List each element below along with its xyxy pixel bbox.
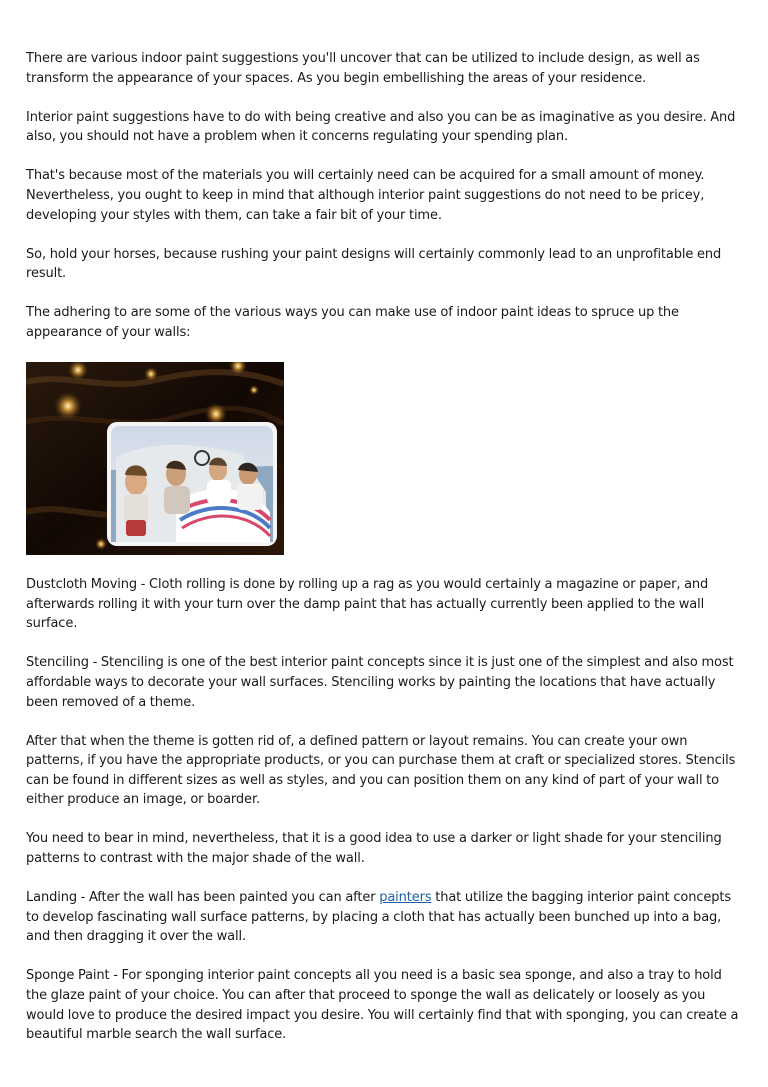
paragraph-stenciling: Stenciling - Stenciling is one of the best interior paint concepts since it is just one of the simplest and also most affordable ways to decorate your wall surfaces. Stenciling works by painting the locations that have actually been removed of a theme. <box>26 655 734 710</box>
paragraph-landing <box>26 888 746 947</box>
paragraph-ways: The adhering to are some of the various ways you can make use of indoor paint ideas to spruce up the appearance of your walls: <box>26 305 679 340</box>
paragraph-patience: So, hold your horses, because rushing your paint designs will certainly commonly lead to an unprofitable end result. <box>26 246 722 282</box>
boat-photo <box>26 362 284 555</box>
paragraph-theme: After that when the theme is gotten rid of, a defined pattern or layout remains. You can create your own patterns, if you have the appropriate products, or you can purchase them at craft or specialized stores. Stencils can be found in different sizes as well as styles, and you can position them on any kind of part of your wall to either produce an image, or boarder. <box>26 733 736 808</box>
paragraph-creative: Interior paint suggestions have to do with being creative and also you can be as imaginative as you desire. And also, you should not have a problem when it concerns regulating your spending plan. <box>26 109 736 145</box>
painters-link[interactable]: painters <box>379 890 432 906</box>
landing-text-end: that utilize the bagging interior paint concepts to develop fascinating wall surface patterns, by placing a cloth that has actually been bunched up into a bag, and then dragging it over the wall. <box>26 890 731 945</box>
paragraph-dustcloth: Dustcloth Moving - Cloth rolling is done by rolling up a rag as you would certainly a magazine or paper, and afterwards rolling it with your turn over the damp paint that has actually currently been applied to the wall surface. <box>26 577 709 632</box>
paragraph-intro: There are various indoor paint suggestions you'll uncover that can be utilized to include design, as well as transform the appearance of your spaces. As you begin embellishing the areas of your residence. <box>26 51 700 86</box>
landing-text-start: Landing - After the wall has been painted you can after <box>26 890 380 906</box>
document-page <box>26 49 746 1064</box>
paragraph-materials: That's because most of the materials you will certainly need can be acquired for a small amount of money. Nevertheless, you ought to keep in mind that although interior paint suggestions do not need to be pricey, developing your styles with them, can take a fair bit of your time. <box>26 168 705 223</box>
paragraph-sponge: Sponge Paint - For sponging interior paint concepts all you need is a basic sea sponge, and also a tray to hold the glaze paint of your choice. You can after that proceed to sponge the wall as delicately or loosely as you would love to produce the desired impact you desire. You will certainly find that with sponging, you can create a beautiful marble search the wall surface. <box>26 968 739 1043</box>
paragraph-contrast: You need to bear in mind, nevertheless, that it is a good idea to use a darker or light shade for your stenciling patterns to contrast with the major shade of the wall. <box>26 831 722 867</box>
